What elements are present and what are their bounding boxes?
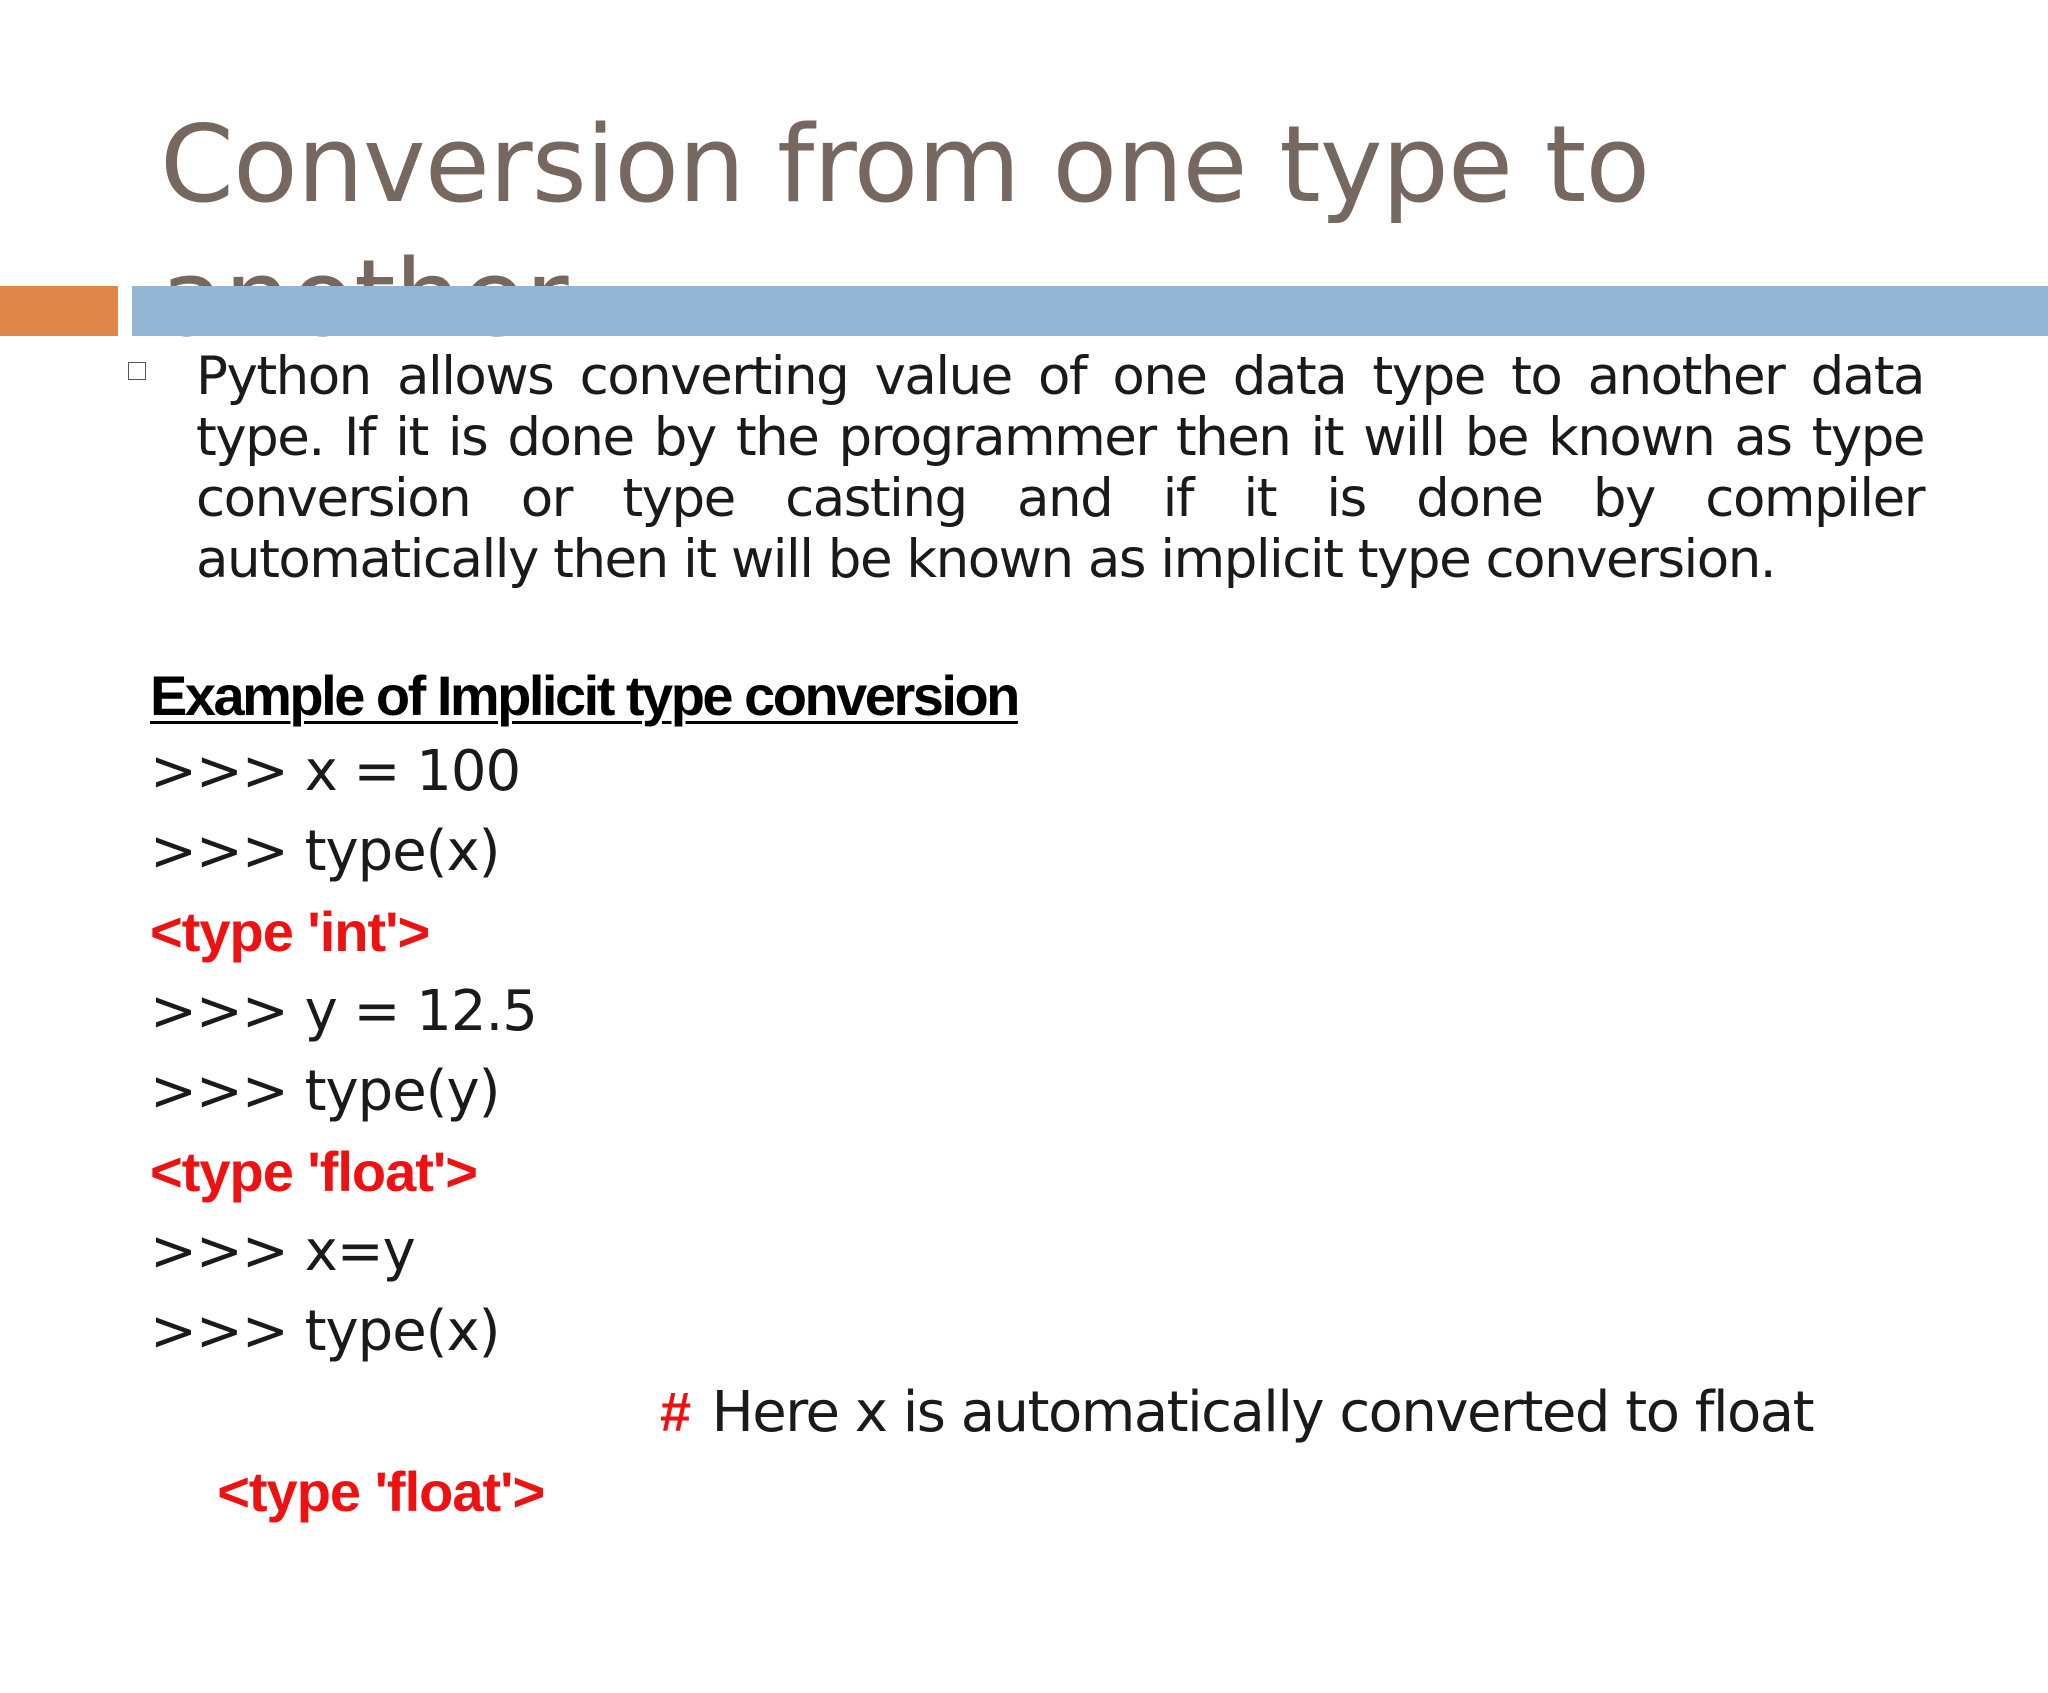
code-line-assign-x: >>> x = 100 bbox=[150, 739, 521, 804]
example-heading: Example of Implicit type conversion bbox=[150, 664, 1018, 727]
comment-hash: # bbox=[660, 1380, 690, 1443]
code-line-assign-y: >>> y = 12.5 bbox=[150, 979, 537, 1044]
title-accent-bar-orange bbox=[0, 286, 118, 336]
slide-title: Conversion from one type to bbox=[160, 103, 1650, 226]
code-output-float-final-row bbox=[150, 1372, 2000, 1523]
code-line-type-y: >>> type(y) bbox=[150, 1059, 500, 1124]
code-comment bbox=[660, 1372, 1813, 1453]
title-accent-bar-blue bbox=[132, 286, 2048, 336]
code-line-type-x: >>> type(x) bbox=[150, 819, 500, 884]
code-output-int: <type 'int'> bbox=[150, 900, 430, 963]
code-line-type-x-again: >>> type(x) bbox=[150, 1299, 500, 1364]
code-output-float-final: <type 'float'> bbox=[217, 1460, 545, 1523]
square-bullet-icon bbox=[128, 362, 146, 380]
bullet-paragraph: Python allows converting value of one data type to another data type. If it is done by the programmer then it will be known as type conversion or type casting and if it is done by compiler automatically then it will be known as implicit type conversion. bbox=[196, 346, 1924, 590]
code-line-x-equals-y: >>> x=y bbox=[150, 1219, 415, 1284]
comment-text: Here x is automatically converted to float bbox=[711, 1380, 1814, 1445]
code-output-float: <type 'float'> bbox=[150, 1140, 477, 1203]
example-code-block bbox=[150, 660, 2000, 1523]
